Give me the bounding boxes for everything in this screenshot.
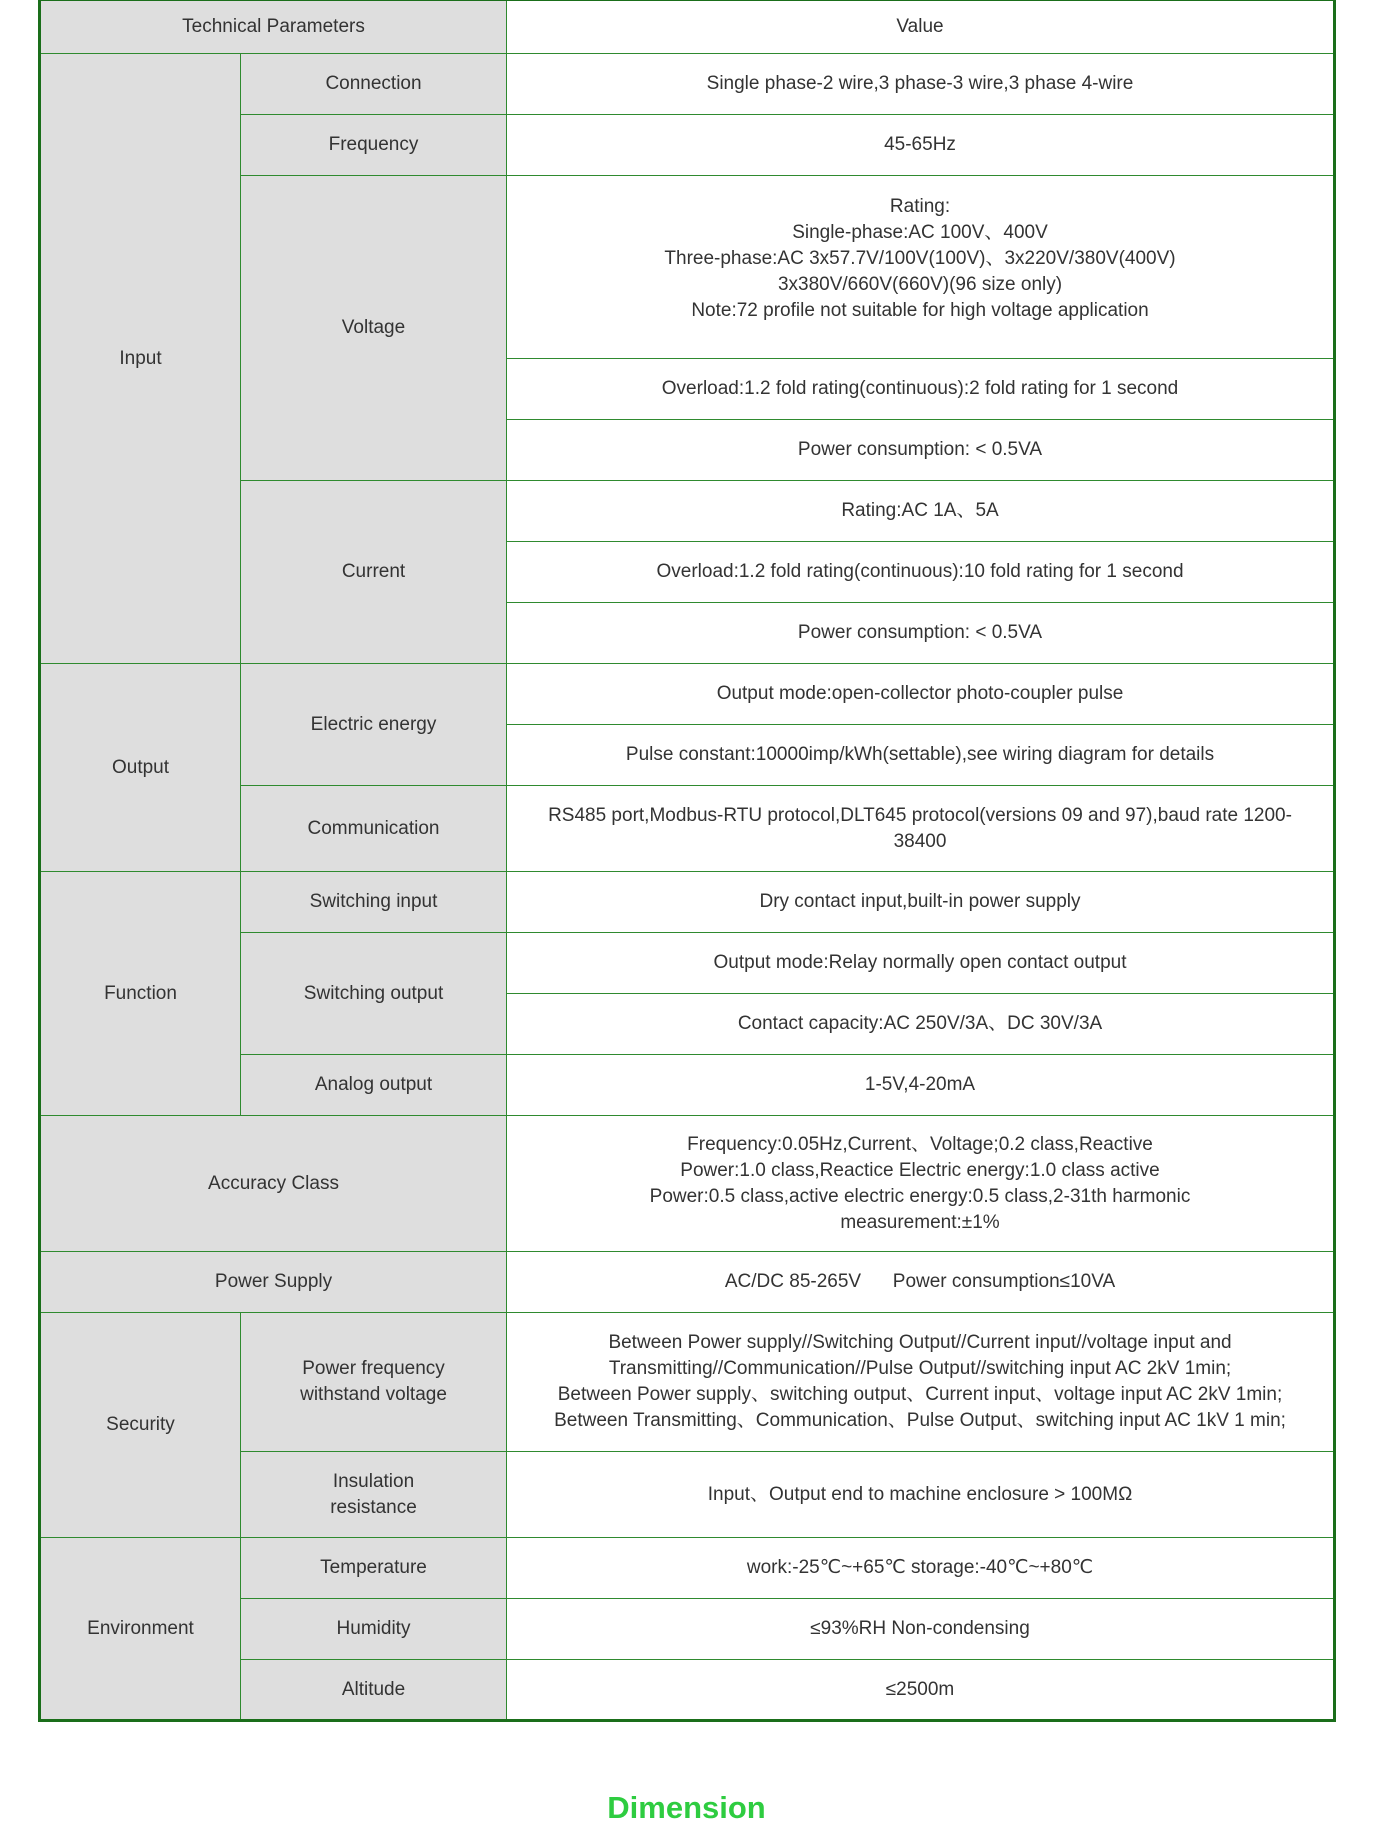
value-power-supply: AC/DC 85-265V Power consumption≤10VA (507, 1252, 1335, 1313)
text-line: Three-phase:AC 3x57.7V/100V(100V)、3x220V/380V(400V) (664, 248, 1176, 269)
text-line: Power frequency (302, 1358, 445, 1379)
value-frequency: 45-65Hz (507, 115, 1335, 176)
value-switching-output-capacity: Contact capacity:AC 250V/3A、DC 30V/3A (507, 994, 1335, 1055)
table-row (40, 664, 1335, 725)
dimension-heading: Dimension (607, 1790, 766, 1825)
value-energy-pulse: Pulse constant:10000imp/kWh(settable),see wiring diagram for details (507, 725, 1335, 786)
text-line: 38400 (893, 830, 947, 852)
table-row (40, 872, 1335, 933)
text-line: RS485 port,Modbus-RTU protocol,DLT645 protocol(versions 09 and 97),baud rate 1200- (548, 804, 1292, 826)
value-insulation-resistance: Input、Output end to machine enclosure > 100MΩ (507, 1452, 1335, 1538)
value-accuracy-class (507, 1116, 1335, 1252)
value-voltage-overload: Overload:1.2 fold rating(continuous):2 fold rating for 1 second (507, 359, 1335, 420)
table-row (40, 1116, 1335, 1252)
value-altitude: ≤2500m (507, 1660, 1335, 1721)
param-withstand-voltage (241, 1313, 507, 1452)
param-switching-output: Switching output (241, 933, 507, 1055)
param-connection: Connection (241, 54, 507, 115)
text-line: Rating: (889, 196, 951, 217)
value-current-overload: Overload:1.2 fold rating(continuous):10 fold rating for 1 second (507, 542, 1335, 603)
group-environment: Environment (40, 1538, 241, 1721)
value-current-power: Power consumption: < 0.5VA (507, 603, 1335, 664)
value-temperature: work:-25℃~+65℃ storage:-40℃~+80℃ (507, 1538, 1335, 1599)
text-line: Between Power supply、switching output、Current input、voltage input AC 2kV 1min; (557, 1384, 1283, 1405)
param-current: Current (241, 481, 507, 664)
text-line: Note:72 profile not suitable for high voltage application (691, 300, 1149, 321)
text-line: Frequency:0.05Hz,Current、Voltage;0.2 class,Reactive (687, 1133, 1153, 1155)
value-withstand-voltage (507, 1313, 1335, 1452)
param-temperature: Temperature (241, 1538, 507, 1599)
text-line: measurement:±1% (840, 1211, 1000, 1233)
param-humidity: Humidity (241, 1599, 507, 1660)
table-row (40, 1538, 1335, 1599)
param-altitude: Altitude (241, 1660, 507, 1721)
text-line: 3x380V/660V(660V)(96 size only) (777, 274, 1063, 295)
text-line: Single-phase:AC 100V、400V (792, 222, 1048, 243)
technical-parameters-table (38, 0, 1336, 1722)
text-line: Power:0.5 class,active electric energy:0.5 class,2-31th harmonic (649, 1185, 1191, 1207)
value-current-rating: Rating:AC 1A、5A (507, 481, 1335, 542)
param-analog-output: Analog output (241, 1055, 507, 1116)
param-electric-energy: Electric energy (241, 664, 507, 786)
group-security: Security (40, 1313, 241, 1538)
table-row (40, 1313, 1335, 1452)
value-energy-mode: Output mode:open-collector photo-coupler pulse (507, 664, 1335, 725)
value-switching-output-mode: Output mode:Relay normally open contact output (507, 933, 1335, 994)
param-insulation-resistance (241, 1452, 507, 1538)
table-row (40, 1252, 1335, 1313)
value-switching-input: Dry contact input,built-in power supply (507, 872, 1335, 933)
text-line: Power:1.0 class,Reactice Electric energy:1.0 class active (680, 1159, 1160, 1181)
value-communication (507, 786, 1335, 872)
text-line: Insulation (332, 1470, 415, 1492)
param-voltage: Voltage (241, 176, 507, 481)
header-value: Value (507, 0, 1335, 54)
value-humidity: ≤93%RH Non-condensing (507, 1599, 1335, 1660)
param-accuracy-class: Accuracy Class (40, 1116, 507, 1252)
group-input: Input (40, 54, 241, 664)
value-voltage-power: Power consumption: < 0.5VA (507, 420, 1335, 481)
table-row (40, 54, 1335, 115)
text-line: withstand voltage (300, 1384, 447, 1405)
group-output: Output (40, 664, 241, 872)
param-communication: Communication (241, 786, 507, 872)
group-function: Function (40, 872, 241, 1116)
header-param: Technical Parameters (40, 0, 507, 54)
text-line: Between Transmitting、Communication、Pulse Output、switching input AC 1kV 1 min; (554, 1410, 1286, 1431)
value-voltage-rating (507, 176, 1335, 359)
value-connection: Single phase-2 wire,3 phase-3 wire,3 phase 4-wire (507, 54, 1335, 115)
param-frequency: Frequency (241, 115, 507, 176)
param-power-supply: Power Supply (40, 1252, 507, 1313)
text-line: Between Power supply//Switching Output//Current input//voltage input and (608, 1332, 1232, 1353)
param-switching-input: Switching input (241, 872, 507, 933)
header-row (40, 0, 1335, 54)
value-analog-output: 1-5V,4-20mA (507, 1055, 1335, 1116)
text-line: Transmitting//Communication//Pulse Output//switching input AC 2kV 1min; (608, 1358, 1232, 1379)
text-line: resistance (330, 1496, 417, 1518)
